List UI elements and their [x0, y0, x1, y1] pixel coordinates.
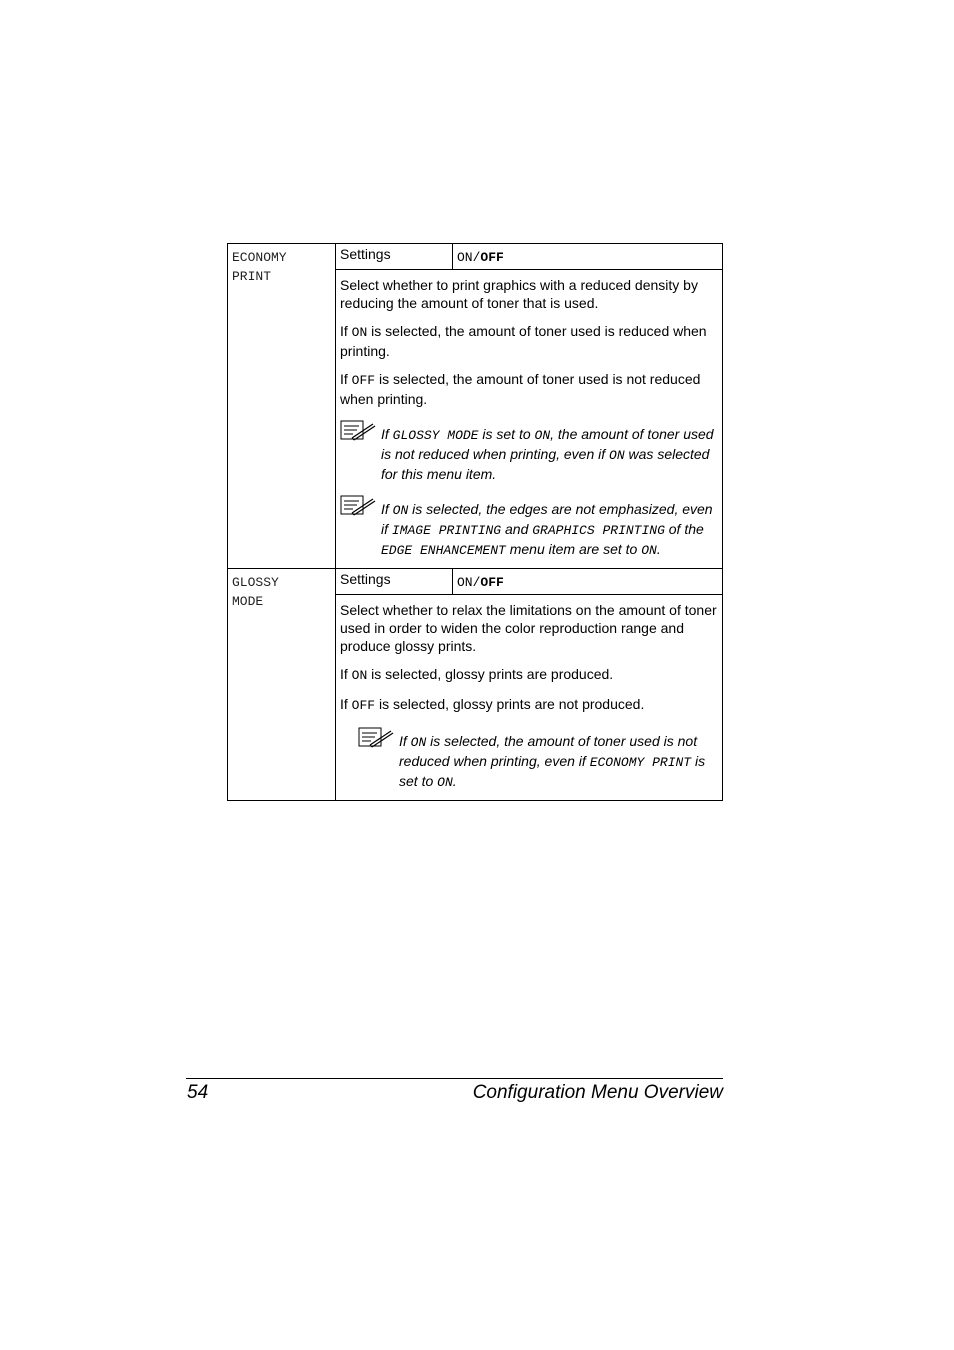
menu-item-name-line: GLOSSY [232, 575, 279, 590]
footer-divider [186, 1078, 723, 1079]
settings-value [453, 569, 723, 595]
value-on: ON/ [457, 575, 481, 590]
note [358, 727, 719, 792]
table-row [228, 569, 723, 595]
note-pencil-icon [358, 727, 394, 749]
menu-settings-table [227, 243, 723, 801]
menu-item-name [228, 569, 336, 801]
description-text: Select whether to relax the limitations on the amount of toner used in order to widen the color reproduction range and produce glossy prints. [340, 602, 717, 654]
settings-label: Settings [336, 244, 453, 270]
page-number: 54 [187, 1082, 209, 1103]
description-text: If ON is selected, the amount of toner used is reduced when printing. [340, 323, 707, 359]
note [340, 495, 719, 560]
value-off-default: OFF [480, 250, 504, 265]
description-text: Select whether to print graphics with a reduced density by reducing the amount of toner that is used. [340, 277, 698, 311]
description-text: If ON is selected, glossy prints are produced. [340, 666, 614, 683]
settings-value [453, 244, 723, 270]
menu-item-name-line: PRINT [232, 269, 272, 284]
note-pencil-icon [340, 420, 376, 442]
note-pencil-icon [340, 495, 376, 517]
description-cell [336, 270, 723, 569]
menu-item-name-line: MODE [232, 594, 264, 609]
description-text: If OFF is selected, glossy prints are not produced. [340, 696, 645, 713]
note-text: If ON is selected, the amount of toner used is not reduced when printing, even if ECONOMY PRINT is set to ON. [399, 733, 706, 790]
description-cell [336, 595, 723, 801]
section-title: Configuration Menu Overview [472, 1082, 723, 1103]
value-off-default: OFF [480, 575, 504, 590]
description-text: If OFF is selected, the amount of toner used is not reduced when printing. [340, 371, 701, 407]
note-text: If GLOSSY MODE is set to ON, the amount of toner used is not reduced when printing, even if ON was selected for this menu item. [381, 426, 714, 482]
menu-item-name [228, 244, 336, 569]
note [340, 420, 719, 483]
settings-label: Settings [336, 569, 453, 595]
menu-item-name-line: ECONOMY [232, 250, 287, 265]
note-text: If ON is selected, the edges are not emphasized, even if IMAGE PRINTING and GRAPHICS PRINTING of the EDGE ENHANCEMENT menu item are set to ON. [381, 501, 713, 558]
table-row [228, 244, 723, 270]
value-on: ON/ [457, 250, 481, 265]
